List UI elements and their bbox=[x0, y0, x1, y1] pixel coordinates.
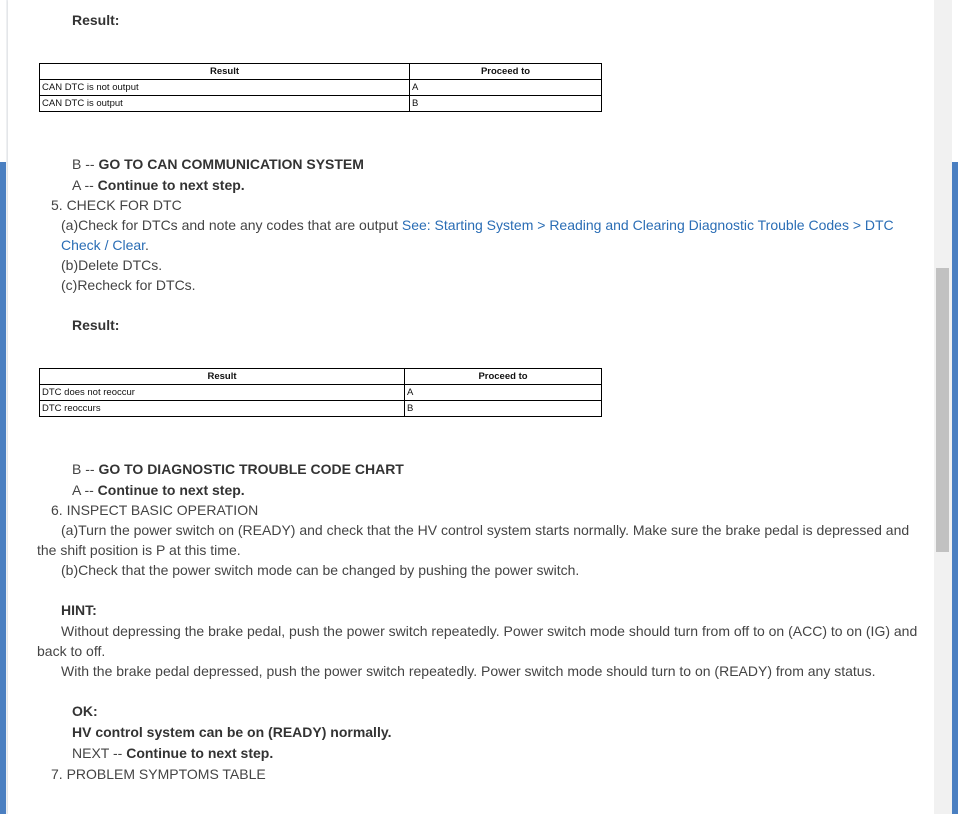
branch-a-line-1: A -- Continue to next step. bbox=[72, 177, 245, 193]
table-header-row bbox=[40, 369, 602, 385]
table-header-row bbox=[40, 64, 602, 80]
branch-b-line-2: B -- GO TO DIAGNOSTIC TROUBLE CODE CHART bbox=[72, 461, 404, 477]
hint-text-2: With the brake pedal depressed, push the power switch repeatedly. Power switch mode should turn to on (READY) from any status. bbox=[61, 663, 876, 679]
branch-a-target: Continue to next step. bbox=[97, 482, 245, 498]
document-page bbox=[8, 0, 934, 814]
table-cell: CAN DTC is output bbox=[40, 96, 410, 112]
section-5-title: 5. CHECK FOR DTC bbox=[51, 197, 182, 213]
section-7-title: 7. PROBLEM SYMPTOMS TABLE bbox=[51, 766, 266, 782]
scrollbar-thumb[interactable] bbox=[936, 268, 949, 552]
ok-label: OK: bbox=[72, 703, 98, 719]
dtc-check-link[interactable]: See: Starting System > Reading and Clearing Diagnostic Trouble Codes > DTC Check / Clear bbox=[61, 217, 894, 253]
table-header-result: Result bbox=[40, 369, 405, 385]
section-5-step-b: (b)Delete DTCs. bbox=[61, 257, 163, 273]
result-label-1: Result: bbox=[72, 12, 120, 28]
table-row bbox=[40, 80, 602, 96]
left-frame-strip bbox=[0, 0, 6, 814]
right-frame-strip bbox=[952, 0, 958, 814]
table-header-proceed: Proceed to bbox=[405, 369, 602, 385]
hint-label: HINT: bbox=[61, 602, 97, 618]
branch-a-target: Continue to next step. bbox=[97, 177, 245, 193]
section-6-title: 6. INSPECT BASIC OPERATION bbox=[51, 502, 259, 518]
table-row bbox=[40, 385, 602, 401]
table-cell: CAN DTC is not output bbox=[40, 80, 410, 96]
table-cell: B bbox=[405, 401, 602, 417]
table-cell: DTC reoccurs bbox=[40, 401, 405, 417]
table-cell: A bbox=[405, 385, 602, 401]
table-row bbox=[40, 96, 602, 112]
branch-b-line-1: B -- GO TO CAN COMMUNICATION SYSTEM bbox=[72, 156, 364, 172]
vertical-scrollbar[interactable] bbox=[934, 0, 952, 814]
next-target: Continue to next step. bbox=[126, 745, 274, 761]
result-table-2 bbox=[39, 368, 602, 417]
next-line: NEXT -- Continue to next step. bbox=[72, 745, 274, 761]
hint-text-1: Without depressing the brake pedal, push the power switch repeatedly. Power switch mode should turn from off to on (ACC) to on (IG) and back to off. bbox=[37, 623, 918, 659]
table-header-proceed: Proceed to bbox=[410, 64, 602, 80]
section-5-step-a: (a)Check for DTCs and note any codes that are output See: Starting System > Reading and Clearing Diagnostic Trouble Codes > DTC Check / Clear. bbox=[61, 217, 894, 253]
section-6-step-a: (a)Turn the power switch on (READY) and check that the HV control system starts normally. Make sure the brake pedal is depressed and the shift position is P at this time. bbox=[37, 522, 910, 558]
document-content bbox=[37, 0, 922, 784]
section-6-step-b: (b)Check that the power switch mode can be changed by pushing the power switch. bbox=[61, 562, 580, 578]
ok-text: HV control system can be on (READY) normally. bbox=[72, 724, 392, 740]
branch-b-target: GO TO DIAGNOSTIC TROUBLE CODE CHART bbox=[98, 461, 404, 477]
section-5-step-c: (c)Recheck for DTCs. bbox=[61, 277, 196, 293]
table-cell: B bbox=[410, 96, 602, 112]
table-header-result: Result bbox=[40, 64, 410, 80]
branch-b-target: GO TO CAN COMMUNICATION SYSTEM bbox=[98, 156, 364, 172]
table-cell: DTC does not reoccur bbox=[40, 385, 405, 401]
table-cell: A bbox=[410, 80, 602, 96]
table-row bbox=[40, 401, 602, 417]
result-label-2: Result: bbox=[72, 317, 120, 333]
result-table-1 bbox=[39, 63, 602, 112]
branch-a-line-2: A -- Continue to next step. bbox=[72, 482, 245, 498]
